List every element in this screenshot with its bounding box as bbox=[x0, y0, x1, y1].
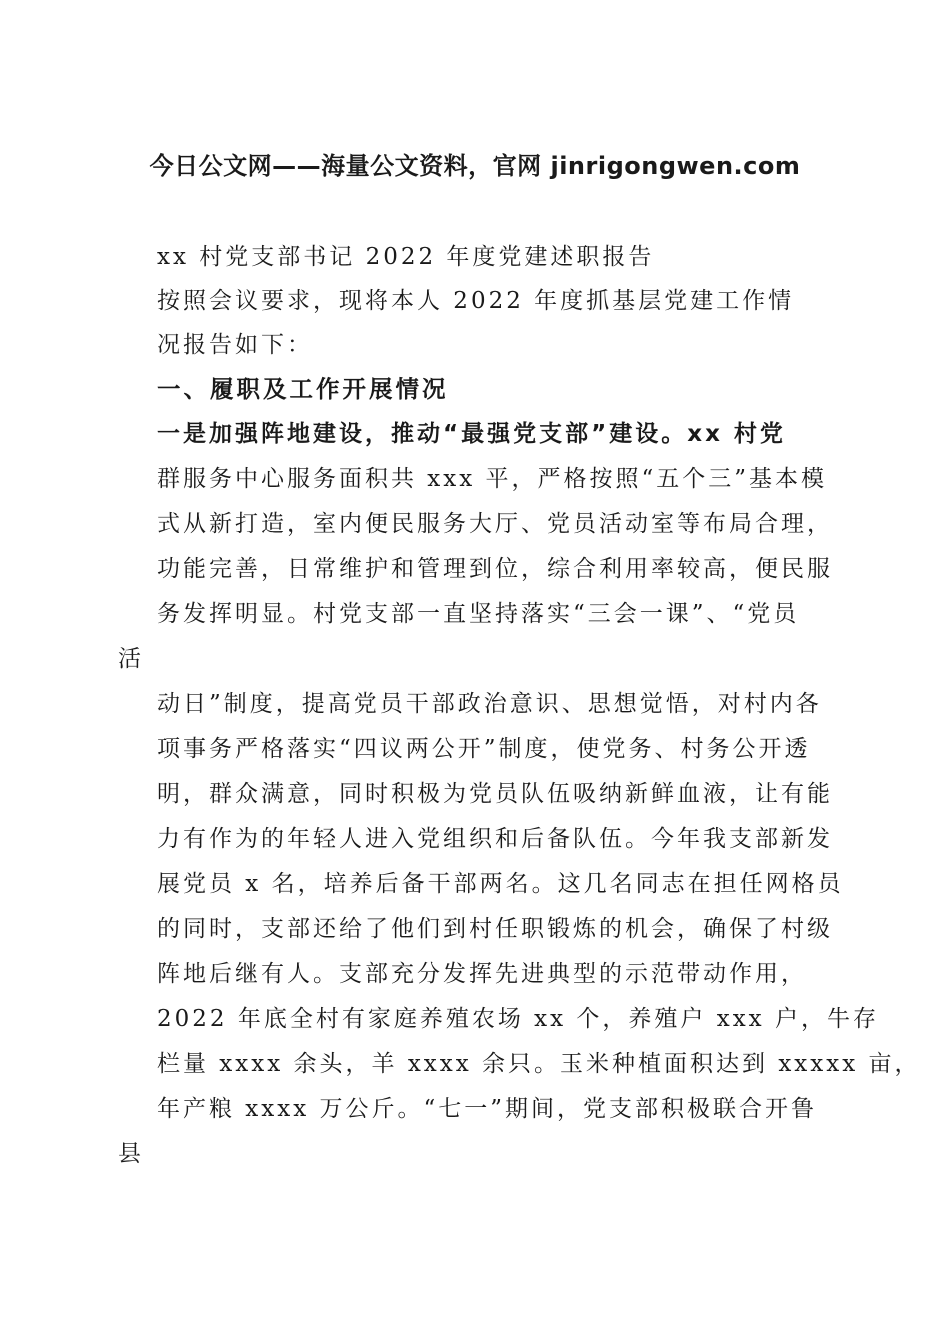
section-heading: 一、履职及工作开展情况 bbox=[157, 375, 449, 403]
body-line: 县 bbox=[118, 1141, 144, 1167]
document-title: xx 村党支部书记 2022 年度党建述职报告 bbox=[157, 244, 655, 270]
body-line: 年产粮 xxxx 万公斤。“七一”期间，党支部积极联合开鲁 bbox=[157, 1096, 818, 1122]
site-header: 今日公文网——海量公文资料，官网 jinrigongwen.com bbox=[149, 152, 801, 180]
body-line: 功能完善，日常维护和管理到位，综合利用率较高，便民服 bbox=[157, 556, 833, 582]
body-line: 群服务中心服务面积共 xxx 平，严格按照“五个三”基本模 bbox=[157, 466, 828, 492]
intro-line: 况报告如下： bbox=[157, 332, 313, 358]
body-line: 2022 年底全村有家庭养殖农场 xx 个，养殖户 xxx 户，牛存 bbox=[157, 1006, 879, 1032]
body-line: 栏量 xxxx 余头，羊 xxxx 余只。玉米种植面积达到 xxxxx 亩， bbox=[157, 1051, 921, 1077]
body-line: 明，群众满意，同时积极为党员队伍吸纳新鲜血液，让有能 bbox=[157, 781, 833, 807]
body-line: 式从新打造，室内便民服务大厅、党员活动室等布局合理， bbox=[157, 511, 833, 537]
body-line: 活 bbox=[118, 646, 144, 672]
body-line: 的同时，支部还给了他们到村任职锻炼的机会，确保了村级 bbox=[157, 916, 833, 942]
body-line: 展党员 x 名，培养后备干部两名。这几名同志在担任网格员 bbox=[157, 871, 844, 897]
body-line: 力有作为的年轻人进入党组织和后备队伍。今年我支部新发 bbox=[157, 826, 833, 852]
lead-line: 一是加强阵地建设，推动“最强党支部”建设。xx 村党 bbox=[157, 421, 786, 447]
body-line: 务发挥明显。村党支部一直坚持落实“三会一课”、“党员 bbox=[157, 601, 800, 627]
body-line: 阵地后继有人。支部充分发挥先进典型的示范带动作用， bbox=[157, 961, 807, 987]
intro-line: 按照会议要求，现将本人 2022 年度抓基层党建工作情 bbox=[157, 288, 795, 314]
body-line: 项事务严格落实“四议两公开”制度，使党务、村务公开透 bbox=[157, 736, 811, 762]
body-line: 动日”制度，提高党员干部政治意识、思想觉悟，对村内各 bbox=[157, 691, 822, 717]
